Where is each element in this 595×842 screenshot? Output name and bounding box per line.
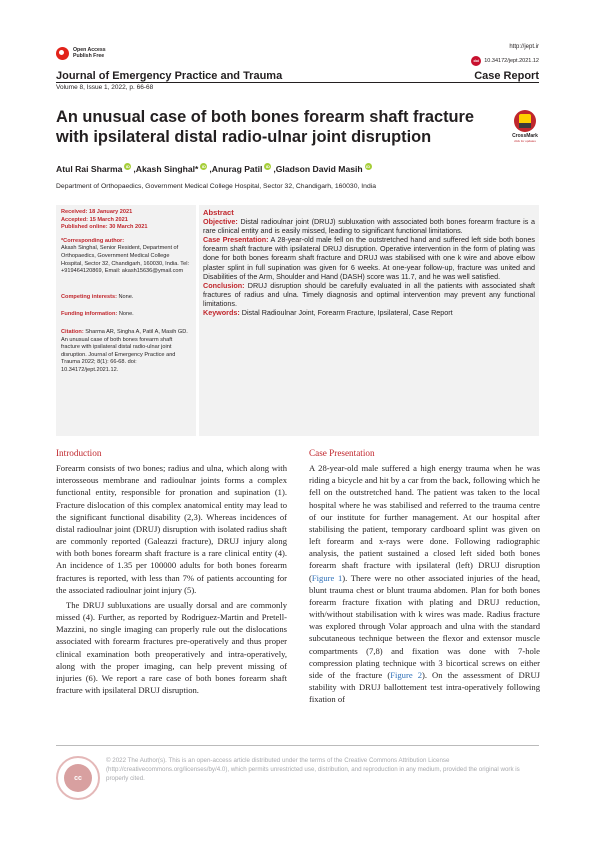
crossmark-badge[interactable] [510, 110, 540, 152]
logo-line-2: Publish Free [73, 53, 105, 59]
abstract-heading: Abstract [203, 208, 234, 217]
competing-interests: Competing interests: None. [61, 293, 134, 300]
abstract-conclusion: Conclusion: DRUJ disruption should be carefully evaluated in all the patients with associated shaft fractures of radius and ulna. Timely diagnosis and optimal intervention may prevent any functional limitations. [203, 280, 535, 308]
article-title: An unusual case of both bones forearm shaft fracture with ipsilateral distal radio-ulnar joint disruption [56, 108, 475, 146]
case-presentation-heading: Case Presentation [309, 448, 375, 458]
abstract-keywords: Keywords: Distal Radioulnar Joint, Forearm Fracture, Ipsilateral, Case Report [203, 308, 453, 318]
received-date: Received: 18 January 2021 [61, 209, 133, 215]
license-text: © 2022 The Author(s). This is an open-access article distributed under the terms of the Creative Commons Attribution License (http://creativecommons.org/licenses/by/4.0), which permits unrestricted use, distribution, and reproduction in any medium, provided the original work is properly cited. [106, 757, 520, 782]
corresponding-author: *Corresponding author: Akash Singhal, Senior Resident, Department of Orthopaedics, Government Medical College Hospital, Sector 32, Chandigarh, 160030, India. Tel: +919464120869, Email: akash15636@ymail.com [61, 237, 190, 275]
affiliation: Department of Orthopaedics, Government Medical College Hospital, Sector 32, Chandigarh, 160030, India [56, 183, 377, 190]
orcid-icon[interactable]: iD [125, 164, 130, 169]
introduction-paragraph-1: Forearm consists of two bones; radius and ulna, which along with interosseous membrane and radioulnar joints forms a complex functional entity, responsible for pronation and supination (1). Fracture dislocation of this complex anatomical entity may lead to the significant functional disability (2,3). Whereas incidences of distal radioulnar joint (DRUJ) disruption with isolated radius shaft are commonly reported (Galeazzi fracture), DRUJ injury along with both bones forearm shaft fracture is a rare clinical entity (4). An incidence of 1.35 per 100000 adults for both bones forearm fractures is reported, with less than 7% of patients accounting for the associated radioulnar joint injury (5). [56, 463, 287, 595]
journal-title: Journal of Emergency Practice and Trauma [56, 70, 283, 82]
funding-information: Funding information: None. [61, 311, 134, 318]
orcid-icon[interactable]: iD [265, 164, 270, 169]
figure-1-link[interactable]: Figure 1 [311, 572, 343, 583]
accepted-date: Accepted: 15 March 2021 [61, 216, 128, 223]
introduction-section [56, 447, 287, 696]
open-access-icon [56, 47, 69, 60]
case-presentation-section [309, 447, 540, 705]
open-access-logo [56, 44, 156, 62]
abstract-objective: Objective: Distal radioulnar joint (DRUJ) subluxation with associated both bones forearm fracture is a rare clinical entity and is easily missed, leading to significant functional limitations. [203, 217, 536, 236]
orcid-icon[interactable]: iD [201, 164, 206, 169]
abstract-box [199, 205, 539, 436]
citation: Citation: Sharma AR, Singha A, Patil A, Masih GD. An unusual case of both bones forearm shaft fracture with ipsilateral distal radio-ulnar joint disruption. Journal of Emergency Practice and Trauma 2022; 8(1): 66-68. doi: 10.34172/jept.2021.12. [61, 328, 188, 373]
article-type: Case Report [474, 70, 539, 82]
site-url-link[interactable]: http://jept.ir [509, 44, 539, 50]
header-divider [56, 82, 539, 83]
introduction-heading: Introduction [56, 448, 102, 458]
abstract-case: Case Presentation: A 28-year-old male fell on the outstretched hand and suffered left side both bones forearm shaft fracture with ipsilateral DRUJ disruption. Operative intervention in the form of plating was done for both bones forearm shaft fracture and DRUJ was stabilised with one k wire and above elbow plaster splint in full supination was given for 6 weeks. At one-year follow-up, fracture was united and Disabilities of the Arm, Shoulder and Hand (DASH) score was 11.7, and he was well satisfied. [203, 235, 535, 281]
author-1: Atul Rai Sharma iD , [56, 164, 136, 174]
figure-2-link[interactable]: Figure 2 [390, 669, 422, 680]
author-3: Anurag Patil iD , [211, 164, 276, 174]
logo-line-1: Open Access [73, 47, 106, 53]
crossmark-sub: click for updates [514, 139, 536, 143]
volume-info: Volume 8, Issue 1, 2022, p. 66-68 [56, 84, 154, 91]
creative-commons-icon: cc [56, 756, 100, 800]
crossmark-icon [514, 110, 536, 132]
case-presentation-paragraph: A 28-year-old male suffered a high energy trauma when he was riding a bicycle and hit by a car from the back, following which he fell on the outstretched hand. The patient was taken to the local hospital where he was stabilised and referred to the trauma centre of our institute for further management. At our hospital after stabilising the patient, temporary cardboard splint was given on left forearm and x-rays were done. Following radiographic analysis, the patient sustained a closed left sided both bones forearm shaft fracture with ipsilateral (left) DRUJ disruption (Figure 1). There were no other associated injuries of the head, blunt trauma chest or blunt trauma abdomen. Plan for both bones forearm fracture fixation with plating and DRUJ reduction, with/without stabilisation with k wires was made. Radius fracture was explored through Volar approach and ulna with the standard subcutaneous technique between the flexor and extensor muscle compartments (7,8) and fixation was done with 7-hole compression plating technique with 3 bicortical screws on either side of the fracture (Figure 2). On the assessment of DRUJ stability with DRUJ ballottement test intra-operatively following fixation of [309, 463, 541, 705]
author-list [56, 163, 374, 174]
license-footer [56, 745, 539, 800]
published-date: Published online: 30 March 2021 [61, 224, 148, 231]
article-info-box [56, 205, 196, 436]
author-4: Gladson David Masih iD [275, 164, 371, 174]
crossmark-label: CrossMark [512, 133, 538, 139]
doi-icon: doi [471, 56, 481, 66]
introduction-paragraph-2: The DRUJ subluxations are usually dorsal and are commonly missed (4). Further, as reported by Rodriguez-Martin and Pretell-Mazzini, no single imaging can properly rule out the dislocations associated with forearm fractures pre-operatively and thus proper clinical examination both preoperatively and intra-operatively, along with the proper imaging, can help prevent missing of injuries (6). We report a rare case of both bones forearm shaft fracture with ipsilateral DRUJ disruption. [56, 599, 287, 695]
orcid-icon[interactable]: iD [366, 164, 371, 169]
author-2: Akash Singhal* iD , [135, 164, 212, 174]
doi-line[interactable] [471, 56, 539, 66]
doi-text: 10.34172/jept.2021.12 [484, 58, 539, 64]
